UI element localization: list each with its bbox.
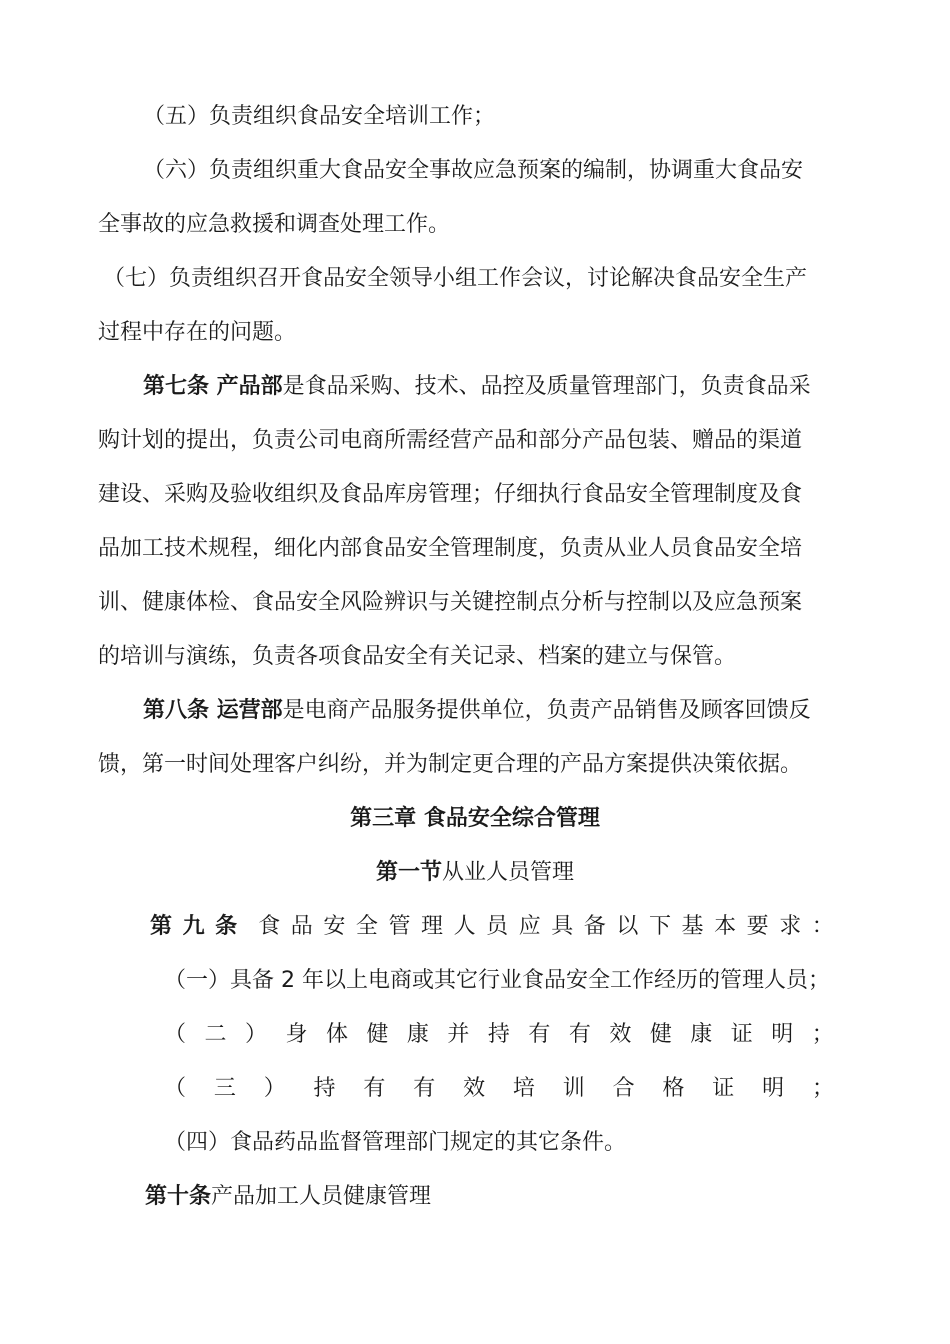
article-9-char: 条 — [215, 914, 238, 939]
requirement-2-char: 有 — [568, 1022, 591, 1047]
requirement-2-char: 证 — [730, 1022, 753, 1047]
article-9-line — [150, 912, 834, 942]
article-9-char: 安 — [323, 914, 346, 939]
paragraph-item-7-line-1: （七）负责组织召开食品安全领导小组工作会议，讨论解决食品安全生产 — [103, 266, 808, 291]
article-9-char: 备 — [583, 914, 606, 939]
article-7-line-1 — [143, 372, 811, 402]
section-title: 从业人员管理 — [442, 860, 575, 885]
requirement-3-char: 证 — [712, 1076, 735, 1101]
requirement-3-char: 三 — [213, 1076, 236, 1101]
article-10-number: 第十条 — [145, 1184, 212, 1209]
requirement-3 — [164, 1074, 834, 1104]
article-7-line-4: 品加工技术规程，细化内部食品安全管理制度，负责从业人员食品安全培 — [98, 536, 803, 561]
article-7-line-3: 建设、采购及验收组织及食品库房管理；仔细执行食品安全管理制度及食 — [98, 482, 803, 507]
article-9-char: 要 — [746, 914, 769, 939]
requirement-2-char: 康 — [690, 1022, 713, 1047]
requirement-2-char: 体 — [325, 1022, 348, 1047]
requirement-2-char: 二 — [204, 1022, 227, 1047]
requirement-3-char: 训 — [562, 1076, 585, 1101]
requirement-2-char: 持 — [487, 1022, 510, 1047]
article-7-line-2: 购计划的提出，负责公司电商所需经营产品和部分产品包装、赠品的渠道 — [98, 428, 803, 453]
article-9-char: 管 — [388, 914, 411, 939]
article-10-line — [145, 1182, 431, 1212]
section-number: 第一节 — [375, 860, 442, 885]
requirement-2-char: 有 — [528, 1022, 551, 1047]
article-9-char: 人 — [453, 914, 476, 939]
article-10-title: 产品加工人员健康管理 — [211, 1184, 432, 1209]
article-9-char: 求 — [779, 914, 802, 939]
requirement-3-char: 明 — [762, 1076, 785, 1101]
requirement-2-char: ） — [244, 1022, 267, 1047]
requirement-3-char: ； — [811, 1076, 834, 1101]
article-8-line-1 — [143, 696, 811, 726]
requirement-2-char: 康 — [406, 1022, 429, 1047]
requirement-2-char: （ — [164, 1022, 187, 1047]
article-9-char: 第 — [150, 914, 173, 939]
article-8-line-2: 馈，第一时间处理客户纠纷，并为制定更合理的产品方案提供决策依据。 — [98, 752, 803, 777]
article-9-char: 以 — [616, 914, 639, 939]
paragraph-item-6-line-2: 全事故的应急救援和调查处理工作。 — [98, 212, 451, 237]
paragraph-item-7-line-2: 过程中存在的问题。 — [98, 320, 297, 345]
chapter-heading: 第三章 食品安全综合管理 — [350, 806, 600, 831]
article-8-text: 是电商产品服务提供单位，负责产品销售及顾客回馈反 — [282, 698, 811, 723]
requirement-3-char: 有 — [413, 1076, 436, 1101]
requirement-2-char: ； — [811, 1022, 834, 1047]
paragraph-item-5: （五）负责组织食品安全培训工作； — [143, 104, 496, 129]
requirement-3-char: 培 — [512, 1076, 535, 1101]
article-7-line-5: 训、健康体检、食品安全风险辨识与关键控制点分析与控制以及应急预案 — [98, 590, 803, 615]
requirement-3-char: 格 — [662, 1076, 685, 1101]
requirement-2-char: 明 — [771, 1022, 794, 1047]
article-9-char: 基 — [681, 914, 704, 939]
article-9-char: 具 — [551, 914, 574, 939]
requirement-2-char: 身 — [285, 1022, 308, 1047]
article-9-char: 本 — [714, 914, 737, 939]
article-8-title: 第八条 运营部 — [143, 698, 283, 723]
section-heading — [0, 858, 950, 888]
requirement-4: （四）食品药品监督管理部门规定的其它条件。 — [164, 1130, 627, 1155]
article-9-char: 应 — [518, 914, 541, 939]
requirement-3-char: 效 — [463, 1076, 486, 1101]
article-9-char: 全 — [355, 914, 378, 939]
article-7-line-6: 的培训与演练，负责各项食品安全有关记录、档案的建立与保管。 — [98, 644, 737, 669]
requirement-2 — [164, 1020, 834, 1050]
article-9-char: 品 — [290, 914, 313, 939]
requirement-2-char: 并 — [447, 1022, 470, 1047]
article-9-char: 食 — [258, 914, 281, 939]
article-9-char: 理 — [421, 914, 444, 939]
article-9-char: 下 — [648, 914, 671, 939]
requirement-3-char: （ — [164, 1076, 187, 1101]
article-9-char: 员 — [486, 914, 509, 939]
paragraph-item-6-line-1: （六）负责组织重大食品安全事故应急预案的编制，协调重大食品安 — [143, 158, 804, 183]
requirement-2-char: 效 — [609, 1022, 632, 1047]
requirement-3-char: 合 — [612, 1076, 635, 1101]
requirement-2-char: 健 — [366, 1022, 389, 1047]
article-9-char: 九 — [182, 914, 205, 939]
article-7-text: 是食品采购、技术、品控及质量管理部门，负责食品采 — [282, 374, 811, 399]
requirement-3-char: 有 — [363, 1076, 386, 1101]
article-9-char: ： — [811, 914, 834, 939]
requirement-1: （一）具备 2 年以上电商或其它行业食品安全工作经历的管理人员； — [164, 968, 830, 993]
article-7-title: 第七条 产品部 — [143, 374, 283, 399]
requirement-3-char: 持 — [313, 1076, 336, 1101]
requirement-2-char: 健 — [649, 1022, 672, 1047]
requirement-3-char: ） — [263, 1076, 286, 1101]
